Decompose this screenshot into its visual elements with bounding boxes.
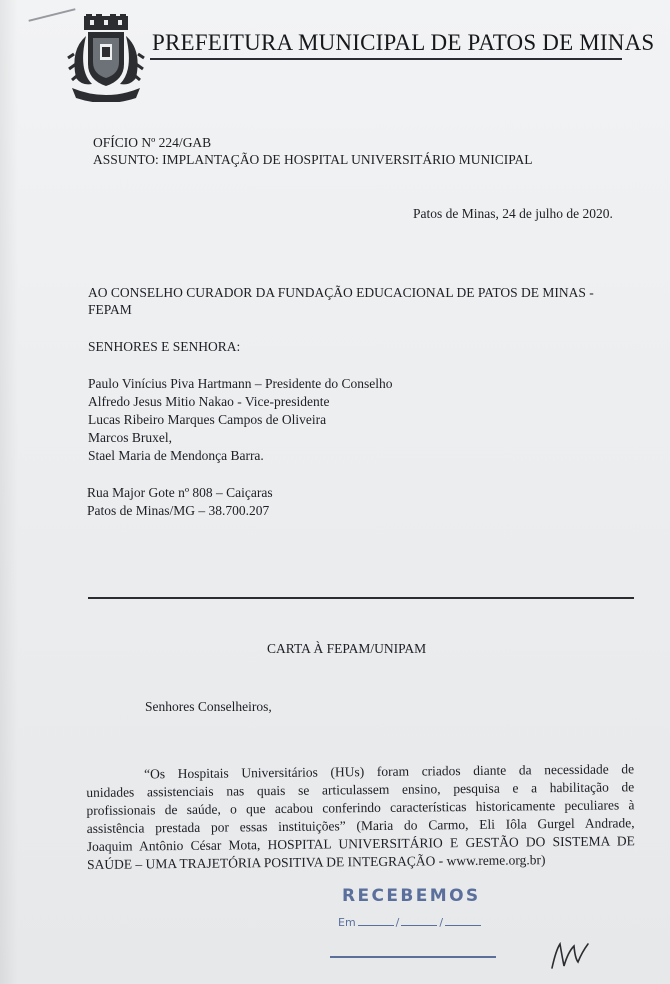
quote-line: assistência prestada por essas instituições” (Maria do Carmo, Eli Iôla Gurgel Andrade, xyxy=(86,815,635,836)
greeting: Senhores Conselheiros, xyxy=(145,699,272,714)
section-divider xyxy=(88,597,634,599)
recipient-line: Alfredo Jesus Mitio Nakao - Vice-presidente xyxy=(88,394,330,409)
received-stamp: RECEBEMOS xyxy=(342,886,481,906)
recipient-line: Paulo Vinícius Piva Hartmann – Presidente do Conselho xyxy=(88,376,393,391)
header-rule xyxy=(150,58,622,60)
stamp-signature-line xyxy=(330,956,496,958)
stamp-day-blank xyxy=(358,925,394,926)
quote-line: profissionais de saúde, o que acabou conferindo características historicamente peculiares à xyxy=(86,797,635,818)
stamp-year-blank xyxy=(445,925,481,926)
handwritten-initials-icon xyxy=(548,938,592,974)
recipient-line: Stael Maria de Mendonça Barra. xyxy=(88,448,264,463)
stamp-date-separator: / xyxy=(395,916,400,929)
stamp-date-prefix: Em xyxy=(338,916,356,929)
municipal-crest-icon xyxy=(66,14,146,102)
stamp-month-blank xyxy=(401,925,437,926)
header-title: PREFEITURA MUNICIPAL DE PATOS DE MINAS xyxy=(152,30,655,55)
recipient-line: Lucas Ribeiro Marques Campos de Oliveira xyxy=(88,412,327,427)
salutation: SENHORES E SENHORA: xyxy=(88,339,241,354)
stamp-date-field xyxy=(338,916,483,929)
place-date: Patos de Minas, 24 de julho de 2020. xyxy=(413,206,613,221)
quote-line: unidades assistenciais nas quais se articulassem ensino, pesquisa e a habilitação de xyxy=(86,779,635,800)
office-reference: OFÍCIO Nº 224/GAB xyxy=(93,135,212,150)
stamp-date-separator: / xyxy=(439,916,444,929)
quote-line: Joaquim Antônio César Mota, HOSPITAL UNIVERSITÁRIO E GESTÃO DO SISTEMA DE xyxy=(86,833,635,854)
addressee-line-2: FEPAM xyxy=(88,302,132,317)
letter-title: CARTA À FEPAM/UNIPAM xyxy=(267,641,427,656)
quote-line: SAÚDE – UMA TRAJETÓRIA POSITIVA DE INTEGRAÇÃO - www.reme.org.br) xyxy=(86,852,546,872)
address-city: Patos de Minas/MG – 38.700.207 xyxy=(87,503,270,518)
address-street: Rua Major Gote nº 808 – Caiçaras xyxy=(87,485,273,500)
quote-line: “Os Hospitais Universitários (HUs) foram criados diante da necessidade de xyxy=(144,761,635,782)
subject-line: ASSUNTO: IMPLANTAÇÃO DE HOSPITAL UNIVERSITÁRIO MUNICIPAL xyxy=(93,152,533,167)
addressee-line-1: AO CONSELHO CURADOR DA FUNDAÇÃO EDUCACIONAL DE PATOS DE MINAS - xyxy=(88,285,594,300)
recipient-line: Marcos Bruxel, xyxy=(88,430,172,445)
page-shadow xyxy=(0,0,18,984)
quote-paragraph xyxy=(86,760,635,874)
